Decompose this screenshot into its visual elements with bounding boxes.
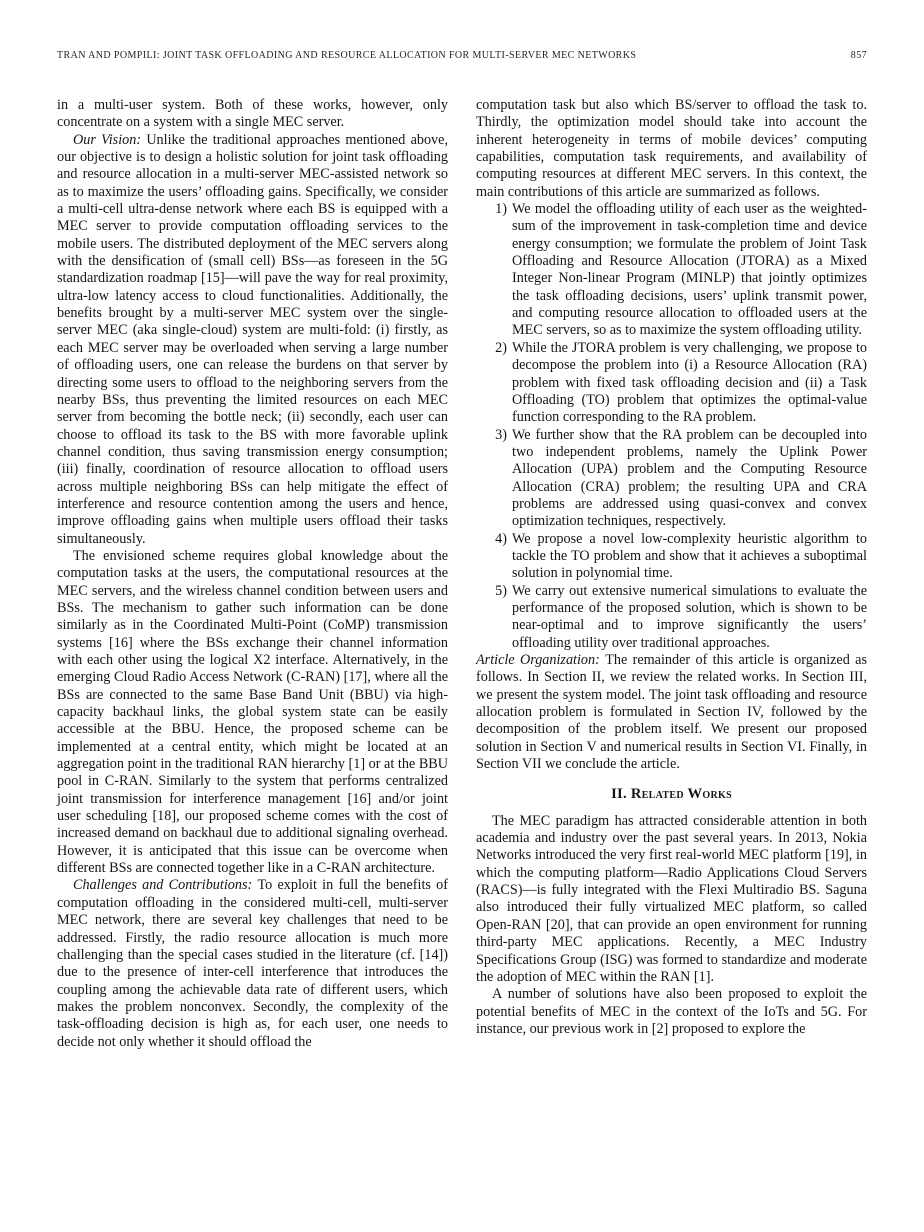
left-column xyxy=(57,97,448,1051)
item-text: While the JTORA problem is very challenging, we propose to decompose the problem into (i) a Resource Allocation (RA) problem with fixed task offloading decision and (ii) a Task Offloading (TO) problem that optimizes the optimal-value function corresponding to the RA problem. xyxy=(512,339,867,426)
paragraph-lead: Challenges and Contributions: xyxy=(73,877,258,894)
paragraph xyxy=(57,877,448,1050)
paragraph xyxy=(476,986,867,1038)
item-text: We model the offloading utility of each user as the weighted-sum of the improvement in task-completion time and device energy consumption; we formulate the problem of Joint Task Offloading and Resource Allocation (JTORA) as a Mixed Integer Non-linear Program (MINLP) that jointly optimizes the task offloading decisions, users’ uplink transmit power, and computing resource allocation to offloaded users at the MEC servers, so as to maximize the system offloading utility. xyxy=(512,201,867,339)
paragraph xyxy=(57,97,448,132)
item-number: 5) xyxy=(495,582,507,599)
contribution-item xyxy=(476,427,867,531)
paragraph-text: The remainder of this article is organized as follows. In Section II, we review the related works. In Section III, we present the system model. The joint task offloading and resource allocation problem is formulated in Section IV, followed by the decomposition of the problem itself. We present our proposed solution in Section V and numerical results in Section VI. Finally, in Section VII we conclude the article. xyxy=(476,652,867,773)
paragraph xyxy=(476,97,867,201)
running-title: TRAN AND POMPILI: JOINT TASK OFFLOADING AND RESOURCE ALLOCATION FOR MULTI-SERVER MEC NETWORKS xyxy=(57,50,637,61)
contribution-item xyxy=(476,201,867,340)
item-number: 3) xyxy=(495,426,507,443)
paragraph xyxy=(476,813,867,986)
item-number: 2) xyxy=(495,339,507,356)
item-text: We carry out extensive numerical simulations to evaluate the performance of the proposed solution, which is shown to be near-optimal and to improve significantly the users’ offloading utility over traditional approaches. xyxy=(512,582,867,651)
contribution-item xyxy=(476,340,867,427)
paragraph xyxy=(57,132,448,548)
paragraph-lead: Article Organization: xyxy=(476,652,606,668)
paragraph-text: Unlike the traditional approaches mentioned above, our objective is to design a holistic solution for joint task offloading and resource allocation in a multi-server MEC-assisted network so as to maximize the users’ offloading gains. Specifically, we consider a multi-cell ultra-dense network where each BS is equipped with a MEC server to provide computation offloading services to the mobile users. The distributed deployment of the MEC servers along with the densification of (small cell) BSs—as foreseen in the 5G standardization roadmap [15]—will pave the way for real proximity, ultra-low latency access to cloud functionalities. Additionally, the benefits brought by a multi-server MEC system over the single-server MEC (aka single-cloud) system are multi-fold: (i) firstly, as each MEC server may be overloaded when serving a large number of offloading users, one can release the burdens on that server by directing some users to offload to the neighboring servers from the nearby BSs, thus preventing the limited resources on each MEC server from becoming the bottle neck; (ii) secondly, each user can choose to offload its task to the BS with more favorable uplink channel condition, thus saving transmission energy consumption; (iii) finally, coordination of resource allocation to offload users across multiple neighboring BSs can help mitigate the effect of interference and resource contention among the users and hence, improve offloading gains when multiple users offload their tasks simultaneously. xyxy=(57,131,448,547)
item-text: We propose a novel low-complexity heuristic algorithm to tackle the TO problem and show that it achieves a suboptimal solution in polynomial time. xyxy=(512,530,867,582)
item-number: 1) xyxy=(495,201,507,218)
paragraph-lead: Our Vision: xyxy=(73,131,147,148)
paragraph-text: To exploit in full the benefits of computation offloading in the considered multi-cell, multi-server MEC network, there are several key challenges that need to be addressed. Firstly, the radio resource allocation is much more challenging than the special cases studied in the literature (cf. [14]) due to the presence of inter-cell interference that introduces the coupling among the achievable data rate of different users, which makes the problem nonconvex. Secondly, the complexity of the task-offloading decision is high as, for each user, one needs to decide not only whether it should offload the xyxy=(57,877,448,1050)
paragraph-text: The envisioned scheme requires global knowledge about the computation tasks at the users, the computational resources at the MEC servers, and the wireless channel condition between users and BSs. The mechanism to gather such information can be done similarly as in the Coordinated Multi-Point (CoMP) transmission systems [16] where the BSs exchange their channel information with each other using the logical X2 interface. Alternatively, in the emerging Cloud Radio Access Network (C-RAN) [17], where all the BSs are connected to the same Base Band Unit (BBU) via high-capacity backhaul links, the global system state can be easily accessible at the BBU. Hence, the proposed scheme can be implemented at a central entity, which might be located at an aggregation point in the traditional RAN hierarchy [1] or at the BBU pool in C-RAN. Similarly to the system that performs centralized joint transmission for interference management [16] and/or joint user scheduling [18], our proposed scheme comes with the cost of increased demand on backhaul due to additional signaling overhead. However, it is anticipated that this issue can be overcome when different BSs are connected together like in a C-RAN architecture. xyxy=(57,547,448,877)
two-column-body xyxy=(57,97,867,1051)
item-text: We further show that the RA problem can be decoupled into two independent problems, namely the Uplink Power Allocation (UPA) problem and the Computing Resource Allocation (CRA) problem; the resulting UPA and CRA problems are addressed using quasi-convex and convex optimization techniques, respectively. xyxy=(512,426,867,530)
contributions-list xyxy=(476,201,867,652)
contribution-item xyxy=(476,531,867,583)
section-heading: II. Related Works xyxy=(611,786,732,803)
running-header xyxy=(57,50,867,61)
paragraph-text: in a multi-user system. Both of these works, however, only concentrate on a system with a single MEC server. xyxy=(57,97,448,131)
right-column xyxy=(476,97,867,1051)
paragraph-text: The MEC paradigm has attracted considerable attention in both academia and industry over the past several years. In 2013, Nokia Networks introduced the very first real-world MEC platform [19], in which the computing platform—Radio Applications Cloud Servers (RACS)—is fully integrated with the Flexi Multiradio BS. Saguna also introduced their fully virtualized MEC platform, so called Open-RAN [20], that can provide an open environment for running third-party MEC applications. Recently, a MEC Industry Specifications Group (ISG) was formed to standardize and moderate the adoption of MEC within the RAN [1]. xyxy=(476,812,867,985)
page-number: 857 xyxy=(850,50,867,61)
paragraph-text: A number of solutions have also been proposed to exploit the potential benefits of MEC in the context of the IoTs and 5G. For instance, our previous work in [2] proposed to explore the xyxy=(476,986,867,1037)
item-number: 4) xyxy=(495,530,507,547)
paragraph-text: computation task but also which BS/server to offload the task to. Thirdly, the optimization model should take into account the inherent heterogeneity in terms of mobile devices’ computing capabilities, computation task requirements, and availability of computing resources at different MEC servers. In this context, the main contributions of this article are summarized as follows. xyxy=(476,97,867,200)
contribution-item xyxy=(476,583,867,652)
paragraph xyxy=(57,548,448,878)
paragraph xyxy=(476,652,867,773)
